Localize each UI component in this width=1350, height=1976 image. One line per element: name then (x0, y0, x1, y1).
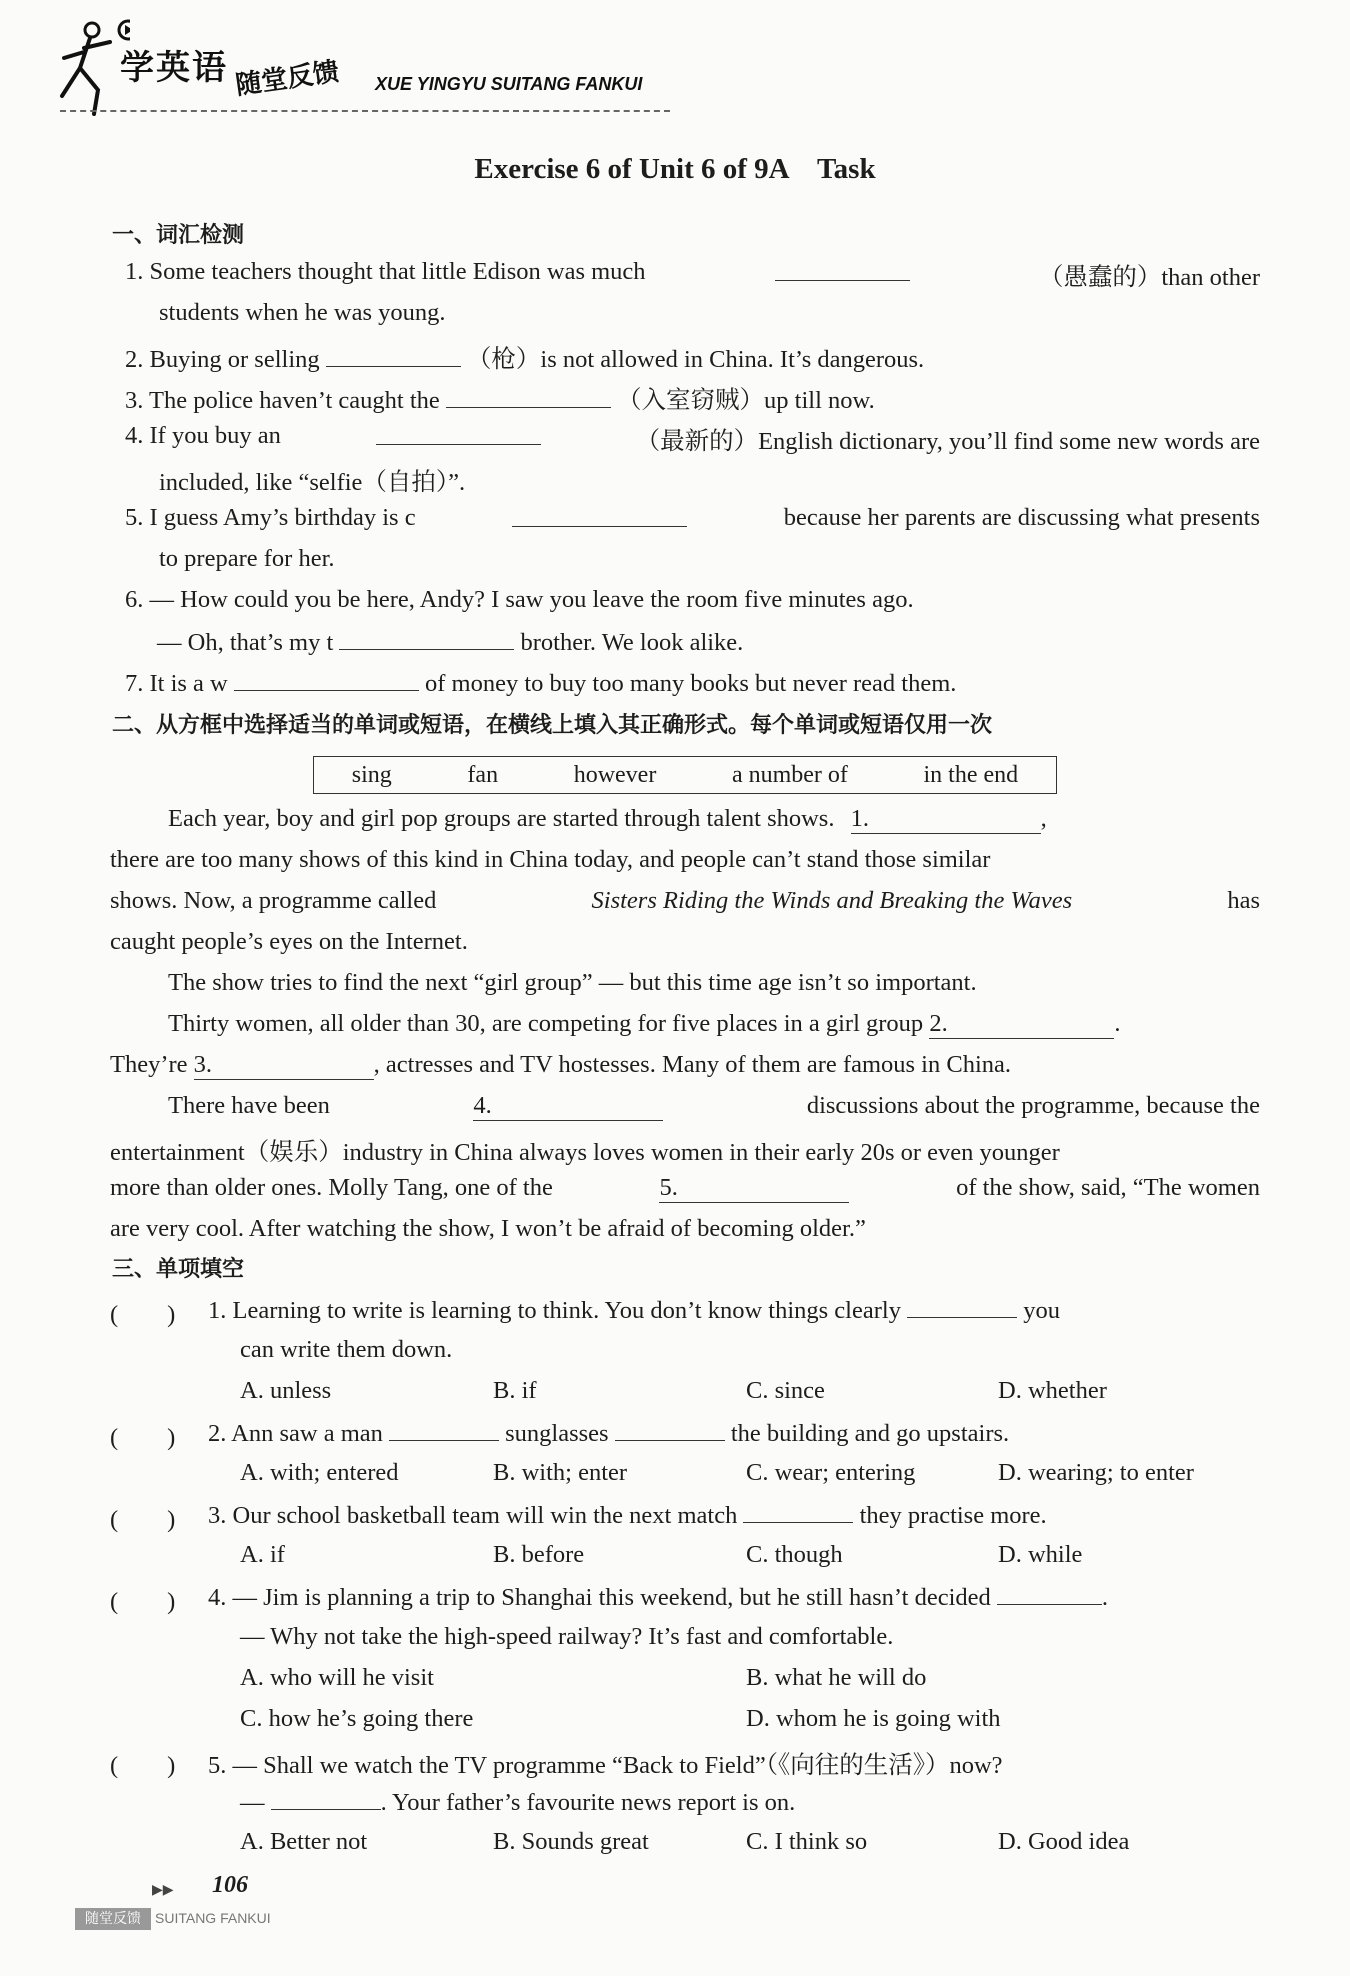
s2-p1-line4: caught people’s eyes on the Internet. (110, 928, 468, 955)
s1-q5-line2: to prepare for her. (159, 545, 335, 572)
s3-q2-opt-b[interactable]: B. with; enter (493, 1459, 628, 1486)
s2-p4-line1: There have been 4. discussions about the programme, because the (168, 1092, 1260, 1119)
s2-p3-line2: They’re 3. , actresses and TV hostesses. Many of them are famous in China. (110, 1051, 1011, 1078)
answer-blank[interactable] (743, 1500, 853, 1523)
answer-blank[interactable] (512, 504, 687, 527)
s3-q5-opt-b[interactable]: B. Sounds great (493, 1828, 649, 1855)
answer-blank-4[interactable]: 4. (473, 1092, 663, 1121)
s1-q4-line1: 4. If you buy an （最新的）English dictionary, you’ll find some new words are (125, 422, 1260, 455)
answer-blank[interactable] (389, 1418, 499, 1441)
answer-blank[interactable] (446, 385, 611, 408)
answer-blank-2[interactable]: 2. (929, 1010, 1114, 1039)
s3-q5-opt-a[interactable]: A. Better not (240, 1828, 368, 1855)
s1-q1-line1: 1. Some teachers thought that little Edison was much （愚蠢的）than other (125, 258, 1260, 291)
word-option: in the end (923, 761, 1019, 788)
answer-blank[interactable] (907, 1295, 1017, 1318)
s2-p4-line4: are very cool. After watching the show, I won’t be afraid of becoming older.” (110, 1215, 866, 1242)
s1-q2: 2. Buying or selling （枪）is not allowed in China. It’s dangerous. (125, 346, 925, 373)
s2-p1-line1: Each year, boy and girl pop groups are started through talent shows. 1. , (168, 805, 1047, 832)
footer-arrow-icon: ▶▶ (152, 1882, 174, 1898)
word-option: sing (351, 761, 392, 788)
programme-title: Sisters Riding the Winds and Breaking the Waves (591, 887, 1073, 914)
answer-blank[interactable] (326, 344, 461, 367)
s3-q1-line2: can write them down. (240, 1336, 453, 1363)
answer-blank[interactable] (339, 627, 514, 650)
answer-blank-3[interactable]: 3. (194, 1051, 374, 1080)
s2-p4-line3: more than older ones. Molly Tang, one of the 5. of the show, said, “The women (110, 1174, 1260, 1201)
answer-paren[interactable]: ( ) (110, 1506, 176, 1533)
s1-q5-line1: 5. I guess Amy’s birthday is c because her parents are discussing what presents (125, 504, 1260, 531)
answer-blank[interactable] (775, 258, 910, 281)
s3-q4-opt-b[interactable]: B. what he will do (746, 1664, 927, 1691)
page-title: Exercise 6 of Unit 6 of 9A Task (474, 153, 876, 185)
answer-blank[interactable] (234, 668, 419, 691)
s3-q2-opt-a[interactable]: A. with; entered (240, 1459, 399, 1486)
section2-heading: 二、从方框中选择适当的单词或短语，在横线上填入其正确形式。每个单词或短语仅用一次 (112, 713, 993, 738)
s2-p1-line3: shows. Now, a programme called Sisters Riding the Winds and Breaking the Waves has (110, 887, 1260, 914)
s3-q5-opt-c[interactable]: C. I think so (746, 1828, 868, 1855)
section1-heading: 一、词汇检测 (112, 223, 245, 248)
s3-q3-opt-d[interactable]: D. while (998, 1541, 1083, 1568)
s3-q4-opt-d[interactable]: D. whom he is going with (746, 1705, 1001, 1732)
s3-q5-line1: 5. — Shall we watch the TV programme “Back to Field”（《向往的生活》）now? (208, 1752, 1003, 1779)
s2-p2: The show tries to find the next “girl group” — but this time age isn’t so important. (168, 969, 977, 996)
answer-paren[interactable]: ( ) (110, 1424, 176, 1451)
word-option: fan (467, 761, 499, 788)
footer-brand-en: SUITANG FANKUI (155, 1910, 271, 1926)
runner-figure-icon (50, 18, 130, 118)
answer-blank[interactable] (615, 1418, 725, 1441)
footer-brand-cn: 随堂反馈 (75, 1908, 151, 1930)
s3-q3-opt-b[interactable]: B. before (493, 1541, 585, 1568)
s3-q3-opt-a[interactable]: A. if (240, 1541, 285, 1568)
s2-p4-line2: entertainment（娱乐）industry in China always loves women in their early 20s or even younger (110, 1139, 1060, 1166)
s3-q4-opt-a[interactable]: A. who will he visit (240, 1664, 434, 1691)
s3-q4-line2: — Why not take the high-speed railway? It’s fast and comfortable. (240, 1623, 894, 1650)
s3-q2-opt-d[interactable]: D. wearing; to enter (998, 1459, 1194, 1486)
s3-q5-line2: — . Your father’s favourite news report is on. (240, 1789, 796, 1816)
answer-blank[interactable] (271, 1787, 381, 1810)
answer-blank-5[interactable]: 5. (659, 1174, 849, 1203)
s3-q2-opt-c[interactable]: C. wear; entering (746, 1459, 916, 1486)
s2-p1-line2: there are too many shows of this kind in China today, and people can’t stand those similar (110, 846, 991, 873)
s3-q5-opt-d[interactable]: D. Good idea (998, 1828, 1130, 1855)
s3-q1-opt-d[interactable]: D. whether (998, 1377, 1107, 1404)
s2-p3-line1: Thirty women, all older than 30, are competing for five places in a girl group 2. . (168, 1010, 1121, 1037)
header-divider (60, 110, 670, 112)
s3-q4-opt-c[interactable]: C. how he’s going there (240, 1705, 474, 1732)
answer-paren[interactable]: ( ) (110, 1588, 176, 1615)
brand-chinese: 学英语 (120, 48, 228, 88)
s3-q1-opt-c[interactable]: C. since (746, 1377, 825, 1404)
s1-q6-line2: — Oh, that’s my t brother. We look alike. (157, 629, 744, 656)
section3-heading: 三、单项填空 (112, 1257, 245, 1282)
brand-english: XUE YINGYU SUITANG FANKUI (375, 74, 643, 94)
s3-q3-opt-c[interactable]: C. though (746, 1541, 843, 1568)
s1-q6-line1: 6. — How could you be here, Andy? I saw you leave the room five minutes ago. (125, 586, 914, 613)
word-option: a number of (731, 761, 848, 788)
word-option: however (573, 761, 657, 788)
s1-q7: 7. It is a w of money to buy too many books but never read them. (125, 670, 957, 697)
word-box (313, 756, 1057, 794)
answer-blank-1[interactable]: 1. (851, 805, 1041, 834)
answer-blank[interactable] (997, 1582, 1102, 1605)
s3-q3-line1: 3. Our school basketball team will win the next match they practise more. (208, 1502, 1047, 1529)
page-header (50, 18, 670, 118)
brand-chinese-subtitle: 随堂反馈 (233, 56, 341, 102)
answer-paren[interactable]: ( ) (110, 1752, 176, 1779)
s1-q3: 3. The police haven’t caught the （入室窃贼）up till now. (125, 387, 875, 414)
answer-blank[interactable] (376, 422, 541, 445)
s3-q2-line1: 2. Ann saw a man sunglasses the building and go upstairs. (208, 1420, 1010, 1447)
s3-q1-line1: 1. Learning to write is learning to think. You don’t know things clearly you (208, 1297, 1060, 1324)
s3-q1-opt-b[interactable]: B. if (493, 1377, 537, 1404)
s3-q4-line1: 4. — Jim is planning a trip to Shanghai this weekend, but he still hasn’t decided . (208, 1584, 1109, 1611)
answer-paren[interactable]: ( ) (110, 1301, 176, 1328)
s3-q1-opt-a[interactable]: A. unless (240, 1377, 332, 1404)
page-number: 106 (212, 1872, 248, 1898)
s1-q1-line2: students when he was young. (159, 299, 446, 326)
s1-q4-line2: included, like “selfie（自拍）”. (159, 469, 466, 496)
footer-brand (75, 1908, 275, 1930)
